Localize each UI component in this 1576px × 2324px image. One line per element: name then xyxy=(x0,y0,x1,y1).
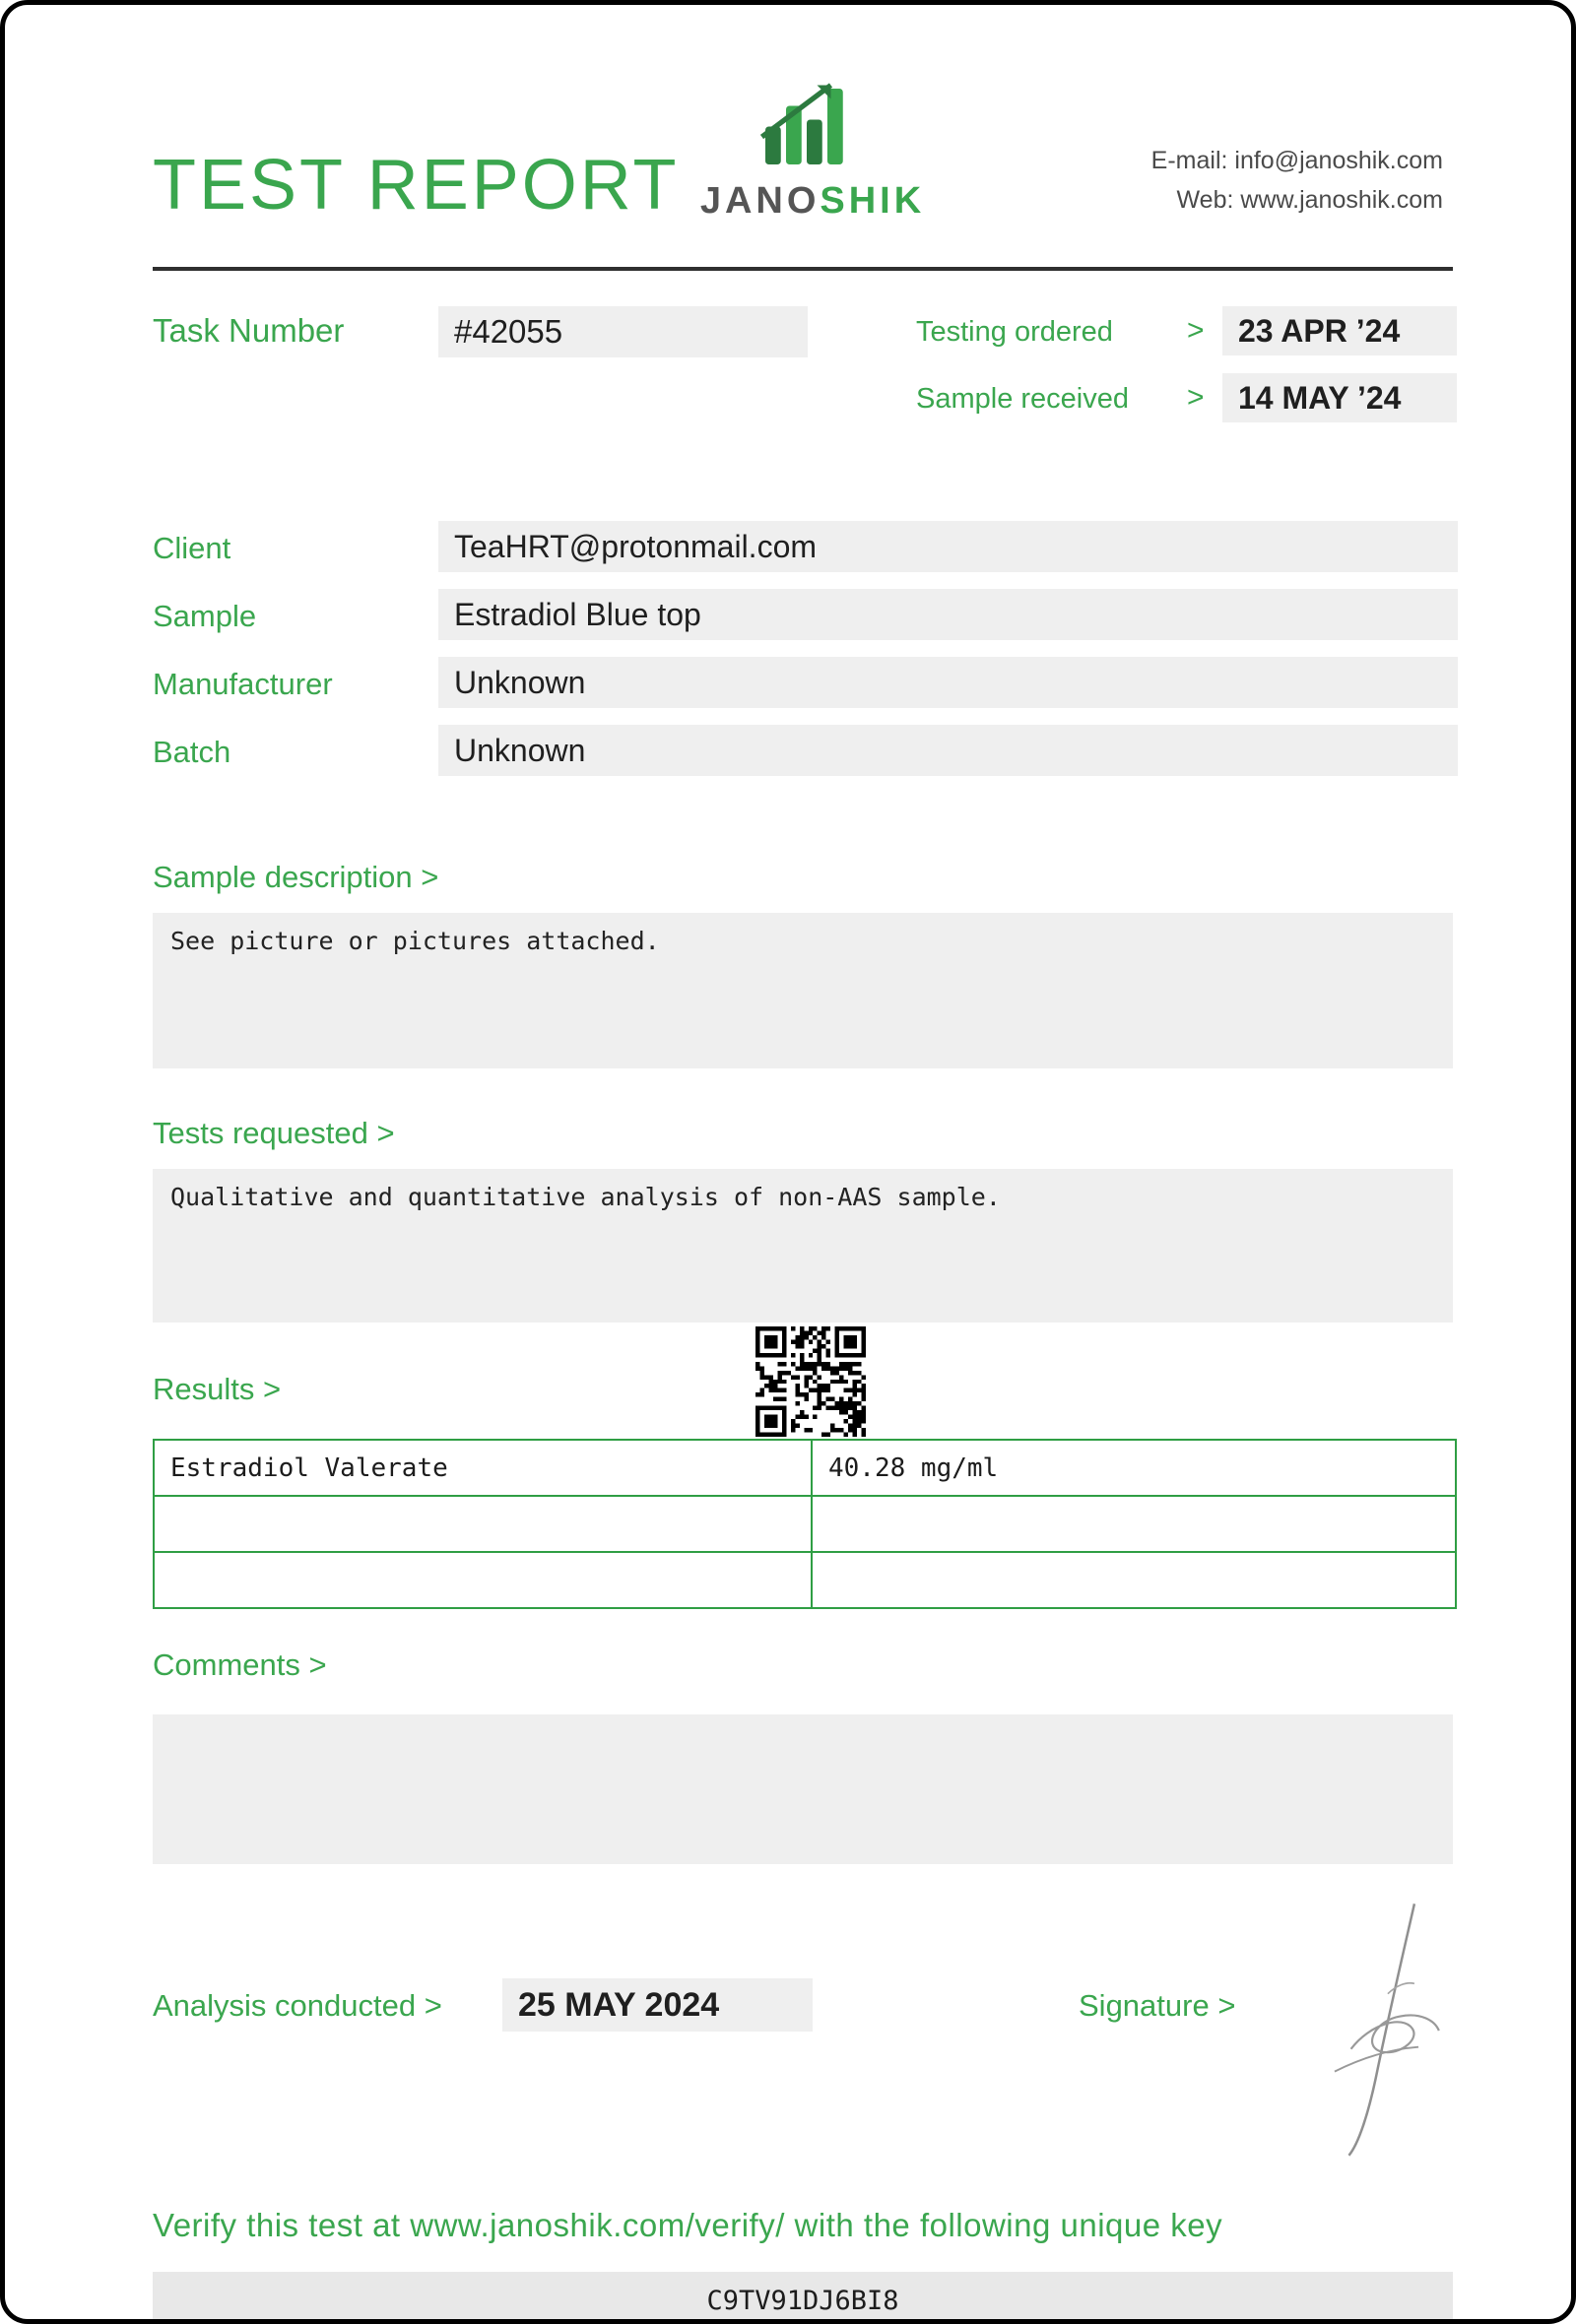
batch-label: Batch xyxy=(153,735,231,769)
sample-label: Sample xyxy=(153,599,257,633)
client-label: Client xyxy=(153,531,231,565)
sample-text: Estradiol Blue top xyxy=(454,596,701,632)
table-row xyxy=(154,1552,1456,1608)
qr-code xyxy=(755,1326,866,1437)
testing-ordered-text: 23 APR ’24 xyxy=(1238,312,1401,349)
verify-instructions: Verify this test at www.janoshik.com/verify/ with the following unique key xyxy=(153,2207,1223,2243)
client-value xyxy=(438,521,1458,572)
contact-web: Web: www.janoshik.com xyxy=(1176,186,1443,214)
manufacturer-label: Manufacturer xyxy=(153,667,333,701)
task-number-label: Task Number xyxy=(153,312,345,349)
tests-requested-text: Qualitative and quantitative analysis of non-AAS sample. xyxy=(170,1183,1001,1211)
tests-requested-box xyxy=(153,1169,1453,1323)
results-table xyxy=(153,1439,1457,1609)
signature xyxy=(1285,1896,1468,2162)
manufacturer-text: Unknown xyxy=(454,664,586,700)
logo-word-left: JANO xyxy=(699,180,821,222)
page-title: TEST REPORT xyxy=(153,146,680,225)
task-number-text: #42055 xyxy=(454,313,563,350)
results-heading: Results > xyxy=(153,1372,282,1406)
testing-ordered-arrow: > xyxy=(1187,314,1205,347)
verify-key-box xyxy=(153,2272,1453,2324)
sample-description-box xyxy=(153,913,1453,1068)
sample-received-arrow: > xyxy=(1187,381,1205,414)
result-name-cell xyxy=(154,1496,812,1552)
batch-text: Unknown xyxy=(454,732,586,768)
analysis-conducted-label: Analysis conducted > xyxy=(153,1988,442,2023)
janoshik-logo-wordmark xyxy=(635,180,990,223)
comments-box xyxy=(153,1714,1453,1864)
manufacturer-value xyxy=(438,657,1458,708)
testing-ordered-value xyxy=(1222,306,1457,355)
tests-requested-heading: Tests requested > xyxy=(153,1116,395,1150)
analysis-conducted-text: 25 MAY 2024 xyxy=(518,1985,720,2024)
result-name-cell xyxy=(154,1552,812,1608)
sample-received-label: Sample received xyxy=(916,383,1129,415)
result-value-cell xyxy=(812,1552,1456,1608)
batch-value xyxy=(438,725,1458,776)
contact-info xyxy=(951,141,1443,220)
result-value-cell xyxy=(812,1496,1456,1552)
table-row xyxy=(154,1496,1456,1552)
task-number-value xyxy=(438,306,808,357)
sample-received-text: 14 MAY ’24 xyxy=(1238,379,1402,416)
contact-email: E-mail: info@janoshik.com xyxy=(1150,147,1443,174)
sample-received-value xyxy=(1222,373,1457,422)
client-text: TeaHRT@protonmail.com xyxy=(454,528,818,564)
signature-label: Signature > xyxy=(1079,1988,1236,2023)
janoshik-logo-icon xyxy=(752,74,862,172)
header-divider xyxy=(153,267,1453,271)
analysis-conducted-value xyxy=(502,1978,813,2032)
verify-key-text: C9TV91DJ6BI8 xyxy=(706,2285,899,2316)
sample-description-heading: Sample description > xyxy=(153,860,439,894)
sample-description-text: See picture or pictures attached. xyxy=(170,927,660,955)
sample-value xyxy=(438,589,1458,640)
testing-ordered-label: Testing ordered xyxy=(916,316,1113,348)
table-row xyxy=(154,1440,1456,1496)
result-value-cell: 40.28 mg/ml xyxy=(812,1440,1456,1496)
comments-heading: Comments > xyxy=(153,1647,327,1682)
logo-word-right: SHIK xyxy=(820,180,926,222)
result-name-cell: Estradiol Valerate xyxy=(154,1440,812,1496)
